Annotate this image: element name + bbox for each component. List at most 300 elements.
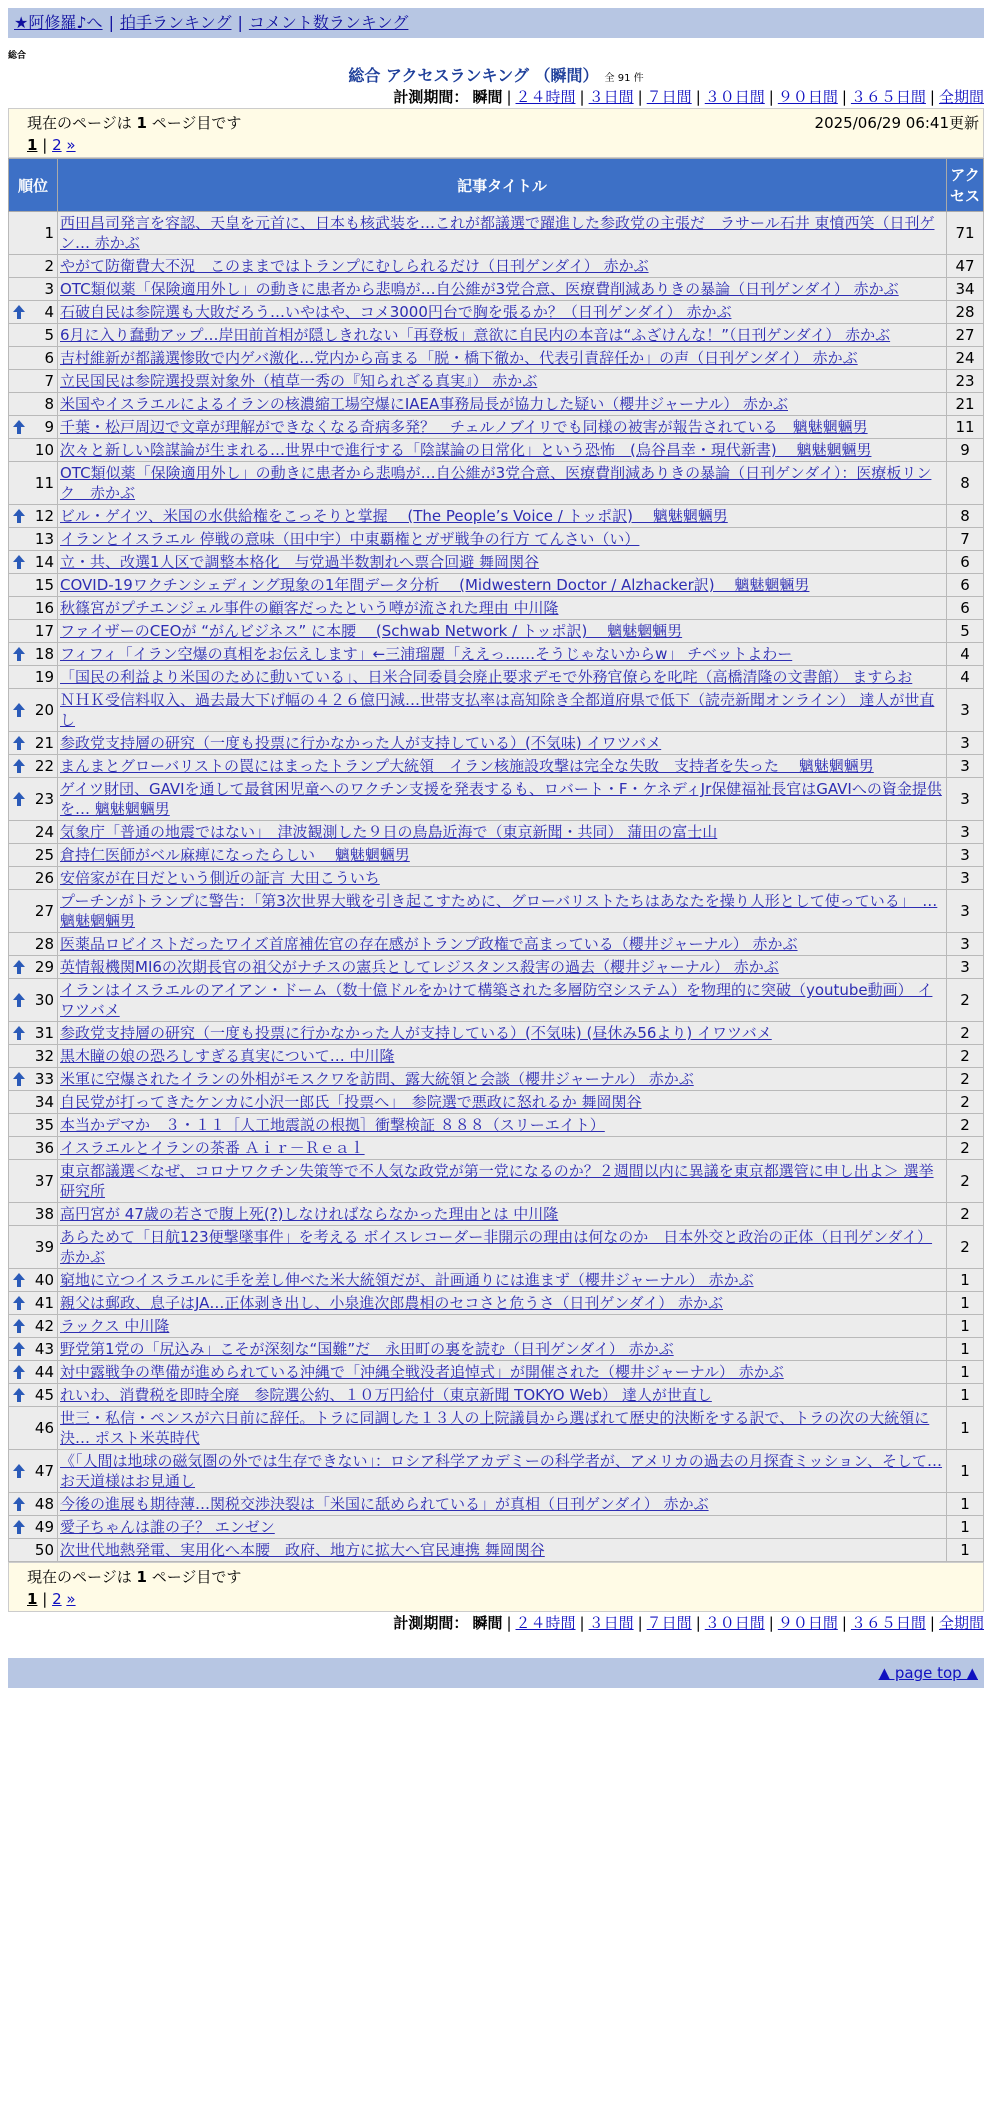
- rank-cell: [9, 1450, 58, 1493]
- table-row: [9, 755, 984, 778]
- title-cell: [58, 1203, 947, 1226]
- comment-ranking-link[interactable]: コメント数ランキング: [248, 13, 409, 32]
- top-nav: [8, 8, 984, 38]
- article-link[interactable]: 吉村維新が都議選惨敗で内ゲバ激化…党内から高まる「脱・橋下徹か、代表引責辞任か」の声（日刊ゲンダイ） 赤かぶ: [60, 349, 858, 367]
- rank-cell: [9, 1361, 58, 1384]
- article-link[interactable]: 《「人間は地球の磁気圏の外では生存できない」：ロシア科学アカデミーの科学者が、アメリカの過去の月探査ミッション、そして… お天道様はお見通し: [60, 1452, 943, 1490]
- rank-number: 36: [34, 1139, 54, 1157]
- rank-cell: [9, 1384, 58, 1407]
- title-cell: [58, 347, 947, 370]
- title-cell: [58, 689, 947, 732]
- period-365d[interactable]: ３６５日間: [850, 1614, 926, 1632]
- table-row: [9, 1137, 984, 1160]
- page-status-bottom: 現在のページは 1 ページ目です: [27, 1568, 242, 1586]
- rank-number: 16: [34, 599, 54, 617]
- rank-up-arrow-icon: [12, 1071, 26, 1087]
- ranking-table: [8, 158, 984, 1562]
- title-cell: [58, 1226, 947, 1269]
- period-current: 瞬間: [472, 88, 503, 106]
- access-count: 3: [947, 956, 984, 979]
- table-row: [9, 1450, 984, 1493]
- access-count: 4: [947, 666, 984, 689]
- access-count: 3: [947, 732, 984, 755]
- rank-up-arrow-icon: [12, 791, 26, 807]
- table-row: [9, 1384, 984, 1407]
- rank-cell: [9, 956, 58, 979]
- article-link[interactable]: 本当かデマか ３・１１［人工地震説の根拠］衝撃検証 ８８８（スリーエイト）: [60, 1116, 605, 1134]
- rank-cell: [9, 732, 58, 755]
- rank-up-arrow-icon: [12, 419, 26, 435]
- table-row: [9, 324, 984, 347]
- table-header: [9, 159, 984, 212]
- rank-cell: [9, 1091, 58, 1114]
- access-count: 2: [947, 1091, 984, 1114]
- access-count: 7: [947, 528, 984, 551]
- title-cell: [58, 1045, 947, 1068]
- article-link[interactable]: やがて防衛費大不況 このままではトランプにむしられるだけ（日刊ゲンダイ） 赤かぶ: [60, 257, 649, 275]
- rank-cell: [9, 1160, 58, 1203]
- table-row: [9, 393, 984, 416]
- access-count: 1: [947, 1516, 984, 1539]
- article-link[interactable]: OTC類似薬「保険適用外し」の動きに患者から悲鳴が…自公維が3党合意、医療費削減ありきの暴論（日刊ゲンダイ）：医療板リンク 赤かぶ: [60, 464, 932, 502]
- next-page-link[interactable]: »: [66, 136, 76, 154]
- table-row: [9, 528, 984, 551]
- table-row: [9, 416, 984, 439]
- rank-number: 32: [34, 1047, 54, 1065]
- rank-cell: [9, 620, 58, 643]
- article-link[interactable]: 愛子ちゃんは誰の子？ エンゼン: [60, 1518, 275, 1536]
- article-link[interactable]: 自民党が打ってきたケンカに小沢一郎氏「投票へ」 参院選で悪政に怒れるか 舞岡関谷: [60, 1093, 642, 1111]
- title-cell: [58, 1269, 947, 1292]
- article-link[interactable]: 野党第1党の「尻込み」こそが深刻な“国難”だ 永田町の裏を読む（日刊ゲンダイ） 赤かぶ: [60, 1340, 674, 1358]
- table-row: [9, 1361, 984, 1384]
- rank-cell: [9, 393, 58, 416]
- article-link[interactable]: ゲイツ財団、GAVIを通して最貧困児童へのワクチン支援を発表するも、ロバート・F・ケネディJr保健福祉長官はGAVIへの資金提供を… 魑魅魍魎男: [60, 780, 942, 818]
- access-count: 2: [947, 1137, 984, 1160]
- rank-cell: [9, 1292, 58, 1315]
- period-7d[interactable]: ７日間: [646, 1614, 692, 1632]
- rank-cell: [9, 933, 58, 956]
- nav-separator: |: [237, 13, 243, 32]
- access-count: 3: [947, 689, 984, 732]
- access-count: 27: [947, 324, 984, 347]
- table-row: [9, 1539, 984, 1562]
- access-count: 6: [947, 574, 984, 597]
- table-row: [9, 1022, 984, 1045]
- rank-cell: [9, 278, 58, 301]
- rank-up-arrow-icon: [12, 1496, 26, 1512]
- rank-up-arrow-icon: [12, 702, 26, 718]
- table-row: [9, 505, 984, 528]
- access-count: 3: [947, 821, 984, 844]
- rank-cell: [9, 1114, 58, 1137]
- page-2-link[interactable]: 2: [52, 136, 62, 154]
- rank-cell: [9, 844, 58, 867]
- access-count: 2: [947, 1160, 984, 1203]
- rank-up-arrow-icon: [12, 1025, 26, 1041]
- title-cell: [58, 666, 947, 689]
- rank-cell: [9, 1022, 58, 1045]
- article-link[interactable]: 米軍に空爆されたイランの外相がモスクワを訪問、露大統領と会談（櫻井ジャーナル） 赤かぶ: [60, 1070, 694, 1088]
- title-cell: [58, 1292, 947, 1315]
- table-row: [9, 278, 984, 301]
- article-link[interactable]: 西田昌司発言を容認、天皇を元首に、日本も核武装を…これが都議選で躍進した参政党の主張だ ラサール石井 東憤西笑（日刊ゲン… 赤かぶ: [60, 214, 935, 252]
- col-title-header: 記事タイトル: [58, 159, 947, 212]
- rank-cell: [9, 1045, 58, 1068]
- rank-cell: [9, 1516, 58, 1539]
- rank-cell: [9, 597, 58, 620]
- period-24h[interactable]: ２４時間: [515, 88, 576, 106]
- rank-number: 41: [34, 1294, 54, 1312]
- rank-number: 44: [34, 1363, 54, 1381]
- period-all[interactable]: 全期間: [938, 1614, 984, 1632]
- rank-up-arrow-icon: [12, 1463, 26, 1479]
- table-row: [9, 212, 984, 255]
- article-link[interactable]: 参政党支持層の研究（一度も投票に行かなかった人が支持している）(不気味) イワツバメ: [60, 734, 662, 752]
- rank-number: 50: [34, 1541, 54, 1559]
- rank-number: 6: [44, 349, 54, 367]
- rank-number: 47: [34, 1462, 54, 1480]
- rank-number: 8: [44, 395, 54, 413]
- rank-number: 9: [44, 418, 54, 436]
- access-count: 1: [947, 1292, 984, 1315]
- article-link[interactable]: まんまとグローバリストの罠にはまったトランプ大統領 イラン核施設攻撃は完全な失敗 支持者を失った 魑魅魍魎男: [60, 757, 874, 775]
- rank-cell: [9, 1226, 58, 1269]
- title-cell: [58, 956, 947, 979]
- rank-cell: [9, 1137, 58, 1160]
- rank-cell: [9, 551, 58, 574]
- ranking-heading: [8, 66, 984, 86]
- pagination-bottom: 1 | 2 »: [27, 1590, 76, 1608]
- rank-number: 40: [34, 1271, 54, 1289]
- article-link[interactable]: 黒木瞳の娘の恐ろしすぎる真実について… 中川隆: [60, 1047, 395, 1065]
- title-cell: [58, 1539, 947, 1562]
- period-3d[interactable]: ３日間: [588, 88, 634, 106]
- table-row: [9, 1315, 984, 1338]
- article-link[interactable]: 次世代地熱発電、実用化へ本腰 政府、地方に拡大へ官民連携 舞岡関谷: [60, 1541, 545, 1559]
- title-cell: [58, 255, 947, 278]
- title-cell: [58, 867, 947, 890]
- table-row: [9, 1516, 984, 1539]
- table-row: [9, 301, 984, 324]
- article-link[interactable]: 6月に入り蠢動アップ…岸田前首相が隠しきれない「再登板」意欲に自民内の本音は“ふざけんな！”（日刊ゲンダイ） 赤かぶ: [60, 326, 891, 344]
- rank-up-arrow-icon: [12, 554, 26, 570]
- table-row: [9, 370, 984, 393]
- next-page-link[interactable]: »: [66, 1590, 76, 1608]
- article-link[interactable]: 東京都議選＜なぜ、コロナワクチン失策等で不人気な政党が第一党になるのか？２週間以内に異議を東京都選管に申し出よ＞ 選挙研究所: [60, 1162, 934, 1200]
- table-row: [9, 821, 984, 844]
- period-90d[interactable]: ９０日間: [777, 88, 838, 106]
- title-cell: [58, 528, 947, 551]
- rank-cell: [9, 574, 58, 597]
- title-cell: [58, 933, 947, 956]
- title-cell: [58, 1516, 947, 1539]
- rank-up-arrow-icon: [12, 1364, 26, 1380]
- title-cell: [58, 1450, 947, 1493]
- table-row: [9, 620, 984, 643]
- rank-cell: [9, 1493, 58, 1516]
- title-cell: [58, 574, 947, 597]
- rank-cell: [9, 462, 58, 505]
- period-7d[interactable]: ７日間: [646, 88, 692, 106]
- title-cell: [58, 890, 947, 933]
- updated-time: 2025/06/29 06:41更新: [814, 114, 979, 132]
- article-link[interactable]: プーチンがトランプに警告：「第3次世界大戦を引き起こすために、グローバリストたちはあなたを操り人形として使っている」 … 魑魅魍魎男: [60, 892, 938, 930]
- table-row: [9, 956, 984, 979]
- title-cell: [58, 844, 947, 867]
- table-row: [9, 1091, 984, 1114]
- page: [8, 0, 984, 1688]
- title-cell: [58, 301, 947, 324]
- access-count: 2: [947, 1022, 984, 1045]
- article-link[interactable]: 英情報機関MI6の次期長官の祖父がナチスの憲兵としてレジスタンス殺害の過去（櫻井ジャーナル） 赤かぶ: [60, 958, 779, 976]
- rank-up-arrow-icon: [12, 304, 26, 320]
- title-cell: [58, 1338, 947, 1361]
- article-link[interactable]: ラックス 中川隆: [60, 1317, 170, 1335]
- access-count: 2: [947, 1114, 984, 1137]
- access-count: 34: [947, 278, 984, 301]
- table-row: [9, 1269, 984, 1292]
- article-link[interactable]: フィフィ「イラン空爆の真相をお伝えします」←三浦瑠麗「ええっ……そうじゃないからw」 チベットよわー: [60, 645, 793, 663]
- rank-number: 18: [34, 645, 54, 663]
- table-row: [9, 1045, 984, 1068]
- rank-number: 1: [44, 224, 54, 242]
- table-row: [9, 574, 984, 597]
- access-count: 1: [947, 1539, 984, 1562]
- page-1-current: 1: [27, 1590, 38, 1608]
- table-row: [9, 666, 984, 689]
- access-count: 2: [947, 1203, 984, 1226]
- title-cell: [58, 1068, 947, 1091]
- title-cell: [58, 732, 947, 755]
- access-count: 2: [947, 1068, 984, 1091]
- access-count: 47: [947, 255, 984, 278]
- rank-number: 13: [34, 530, 54, 548]
- page-title: 総合 アクセスランキング （瞬間）: [348, 66, 599, 85]
- article-link[interactable]: 医薬品ロビイストだったワイズ首席補佐官の存在感がトランプ政権で高まっている（櫻井ジャーナル） 赤かぶ: [60, 935, 798, 953]
- period-90d[interactable]: ９０日間: [777, 1614, 838, 1632]
- article-link[interactable]: 親父は郵政、息子はJA…正体剥き出し、小泉進次郎農相のセコさと危うさ（日刊ゲンダイ） 赤かぶ: [60, 1294, 723, 1312]
- table-row: [9, 844, 984, 867]
- access-count: 28: [947, 301, 984, 324]
- page-top-link[interactable]: ▲ page top ▲: [878, 1664, 978, 1682]
- category-label: 総合: [8, 51, 27, 61]
- total-count: 全 91 件: [604, 73, 644, 84]
- article-link[interactable]: 対中露戦争の準備が進められている沖縄で「沖縄全戦没者追悼式」が開催された（櫻井ジャーナル） 赤かぶ: [60, 1363, 784, 1381]
- article-link[interactable]: 今後の進展も期待薄…関税交渉決裂は「米国に舐められている」が真相（日刊ゲンダイ） 赤かぶ: [60, 1495, 709, 1513]
- period-24h[interactable]: ２４時間: [515, 1614, 576, 1632]
- table-row: [9, 732, 984, 755]
- rank-cell: [9, 867, 58, 890]
- article-link[interactable]: 窮地に立つイスラエルに手を差し伸べた米大統領だが、計画通りには進まず（櫻井ジャーナル） 赤かぶ: [60, 1271, 754, 1289]
- title-cell: [58, 620, 947, 643]
- rank-cell: [9, 821, 58, 844]
- title-cell: [58, 278, 947, 301]
- rank-cell: [9, 1068, 58, 1091]
- table-row: [9, 1226, 984, 1269]
- table-row: [9, 867, 984, 890]
- table-row: [9, 1493, 984, 1516]
- access-count: 8: [947, 462, 984, 505]
- table-row: [9, 255, 984, 278]
- article-link[interactable]: 世三・私信・ペンスが六日前に辞任。トラに同調した１３人の上院議員から選ばれて歴史的決断をする訳で、トラの次の大統領に決… ポスト米英時代: [60, 1409, 930, 1447]
- rank-number: 31: [34, 1024, 54, 1042]
- rank-cell: [9, 1315, 58, 1338]
- rank-cell: [9, 439, 58, 462]
- access-count: 2: [947, 979, 984, 1022]
- article-link[interactable]: イランはイスラエルのアイアン・ドーム（数十億ドルをかけて構築された多層防空システム）を物理的に突破（youtube動画） イワツバメ: [60, 981, 933, 1019]
- ranking-rows: [9, 212, 984, 1562]
- rank-number: 28: [34, 935, 54, 953]
- article-link[interactable]: 気象庁「普通の地震ではない」 津波観測した９日の鳥島近海で（東京新聞・共同） 蒲田の富士山: [60, 823, 718, 841]
- access-count: 5: [947, 620, 984, 643]
- period-selector-bottom: 計測期間： 瞬間 | ２４時間 | ３日間 | ７日間 | ３０日間 | ９０日間 | ３６５日間 | 全期間: [393, 1614, 984, 1632]
- access-count: 4: [947, 643, 984, 666]
- rank-number: 20: [34, 701, 54, 719]
- title-cell: [58, 1160, 947, 1203]
- rank-number: 23: [34, 790, 54, 808]
- rank-up-arrow-icon: [12, 1318, 26, 1334]
- title-cell: [58, 643, 947, 666]
- rank-number: 21: [34, 734, 54, 752]
- rank-cell: [9, 1407, 58, 1450]
- article-link[interactable]: 高円宮が 47歳の若さで腹上死(?)しなければならなかった理由とは 中川隆: [60, 1205, 559, 1223]
- article-link[interactable]: OTC類似薬「保険適用外し」の動きに患者から悲鳴が…自公維が3党合意、医療費削減ありきの暴論（日刊ゲンダイ） 赤かぶ: [60, 280, 899, 298]
- access-count: 3: [947, 890, 984, 933]
- rank-cell: [9, 778, 58, 821]
- rank-cell: [9, 643, 58, 666]
- article-link[interactable]: 秋篠宮がプチエンジェル事件の顧客だったという噂が流された理由 中川隆: [60, 599, 559, 617]
- period-all[interactable]: 全期間: [938, 88, 984, 106]
- title-cell: [58, 778, 947, 821]
- article-link[interactable]: あらためて「日航123便撃墜事件」を考える ボイスレコーダー非開示の理由は何なのか 日本外交と政治の正体（日刊ゲンダイ） 赤かぶ: [60, 1228, 933, 1266]
- access-count: 1: [947, 1493, 984, 1516]
- article-link[interactable]: ビル・ゲイツ、米国の水供給権をこっそりと掌握 (The People’s Voice / トッポ訳) 魑魅魍魎男: [60, 507, 728, 525]
- table-row: [9, 597, 984, 620]
- article-link[interactable]: 「国民の利益より米国のために動いている」、日米合同委員会廃止要求デモで外務官僚らを叱咤（高橋清隆の文書館） ますらお: [60, 668, 913, 686]
- access-count: 3: [947, 933, 984, 956]
- rank-number: 38: [34, 1205, 54, 1223]
- article-link[interactable]: 安倍家が在日だという側近の証言 大田こういち: [60, 869, 380, 887]
- rank-number: 46: [34, 1419, 54, 1437]
- rank-cell: [9, 1539, 58, 1562]
- table-row: [9, 689, 984, 732]
- rank-cell: [9, 1338, 58, 1361]
- table-row: [9, 1160, 984, 1203]
- rank-number: 19: [34, 668, 54, 686]
- rank-number: 15: [34, 576, 54, 594]
- article-link[interactable]: れいわ、消費税を即時全廃 参院選公約、１０万円給付（東京新聞 TOKYO Web） 達人が世直し: [60, 1386, 712, 1404]
- article-link[interactable]: COVID-19ワクチンシェディング現象の1年間データ分析 (Midwestern Doctor / Alzhacker訳) 魑魅魍魎男: [60, 576, 810, 594]
- rank-number: 4: [44, 303, 54, 321]
- rank-number: 30: [34, 991, 54, 1009]
- period-30d[interactable]: ３０日間: [704, 88, 765, 106]
- title-cell: [58, 1137, 947, 1160]
- rank-cell: [9, 347, 58, 370]
- article-link[interactable]: 千葉・松戸周辺で文章が理解ができなくなる奇病多発？ チェルノブイリでも同様の被害が報告されている 魑魅魍魎男: [60, 418, 868, 436]
- pager-bottom: [8, 1562, 984, 1612]
- rank-number: 25: [34, 846, 54, 864]
- title-cell: [58, 324, 947, 347]
- article-link[interactable]: 立・共、改選1人区で調整本格化 与党過半数割れへ票合回避 舞岡関谷: [60, 553, 540, 571]
- access-count: 6: [947, 551, 984, 574]
- access-count: 3: [947, 755, 984, 778]
- home-link[interactable]: ★阿修羅♪へ: [14, 13, 103, 32]
- page-status: 現在のページは 1 ページ目です: [27, 114, 242, 132]
- rank-up-arrow-icon: [12, 1272, 26, 1288]
- rank-number: 17: [34, 622, 54, 640]
- rank-cell: [9, 324, 58, 347]
- article-link[interactable]: イランとイスラエル 停戦の意味（田中宇）中東覇権とガザ戦争の行方 てんさい（い）: [60, 530, 640, 548]
- period-30d[interactable]: ３０日間: [704, 1614, 765, 1632]
- table-row: [9, 778, 984, 821]
- col-rank-header: 順位: [9, 159, 58, 212]
- rank-cell: [9, 301, 58, 324]
- table-row: [9, 643, 984, 666]
- table-row: [9, 979, 984, 1022]
- rank-up-arrow-icon: [12, 508, 26, 524]
- rank-number: 3: [44, 280, 54, 298]
- rank-up-arrow-icon: [12, 959, 26, 975]
- page-2-link[interactable]: 2: [52, 1590, 62, 1608]
- access-count: 1: [947, 1450, 984, 1493]
- applause-ranking-link[interactable]: 拍手ランキング: [119, 13, 232, 32]
- rank-number: 33: [34, 1070, 54, 1088]
- rank-cell: [9, 505, 58, 528]
- period-3d[interactable]: ３日間: [588, 1614, 634, 1632]
- rank-up-arrow-icon: [12, 1341, 26, 1357]
- title-cell: [58, 821, 947, 844]
- article-link[interactable]: 立民国民は参院選投票対象外（植草一秀の『知られざる真実』） 赤かぶ: [60, 372, 538, 390]
- page-1-current: 1: [27, 136, 38, 154]
- article-link[interactable]: イスラエルとイランの茶番 Ａｉｒ－Ｒｅａｌ: [60, 1139, 365, 1157]
- article-link[interactable]: ファイザーのCEOが “がんビジネス” に本腰 (Schwab Network / トッポ訳) 魑魅魍魎男: [60, 622, 683, 640]
- rank-up-arrow-icon: [12, 1519, 26, 1535]
- period-selector-top: 計測期間： 瞬間 | ２４時間 | ３日間 | ７日間 | ３０日間 | ９０日間 | ３６５日間 | 全期間: [393, 88, 984, 106]
- rank-cell: [9, 212, 58, 255]
- article-link[interactable]: 参政党支持層の研究（一度も投票に行かなかった人が支持している）(不気味) (昼休み56より) イワツバメ: [60, 1024, 772, 1042]
- title-cell: [58, 505, 947, 528]
- rank-cell: [9, 1203, 58, 1226]
- period-365d[interactable]: ３６５日間: [850, 88, 926, 106]
- table-row: [9, 933, 984, 956]
- access-count: 2: [947, 1226, 984, 1269]
- rank-number: 29: [34, 958, 54, 976]
- article-link[interactable]: 倉持仁医師がベル麻痺になったらしい 魑魅魍魎男: [60, 846, 410, 864]
- access-count: 3: [947, 867, 984, 890]
- rank-number: 7: [44, 372, 54, 390]
- article-link[interactable]: ＮＨＫ受信料収入、過去最大下げ幅の４２６億円減…世帯支払率は高知除き全都道府県で低下（読売新聞オンライン） 達人が世直し: [60, 691, 935, 729]
- rank-number: 37: [34, 1172, 54, 1190]
- rank-number: 12: [34, 507, 54, 525]
- rank-number: 39: [34, 1238, 54, 1256]
- rank-cell: [9, 370, 58, 393]
- rank-number: 27: [34, 902, 54, 920]
- article-link[interactable]: 米国やイスラエルによるイランの核濃縮工場空爆にIAEA事務局長が協力した疑い（櫻井ジャーナル） 赤かぶ: [60, 395, 788, 413]
- rank-number: 34: [34, 1093, 54, 1111]
- access-count: 1: [947, 1361, 984, 1384]
- access-count: 21: [947, 393, 984, 416]
- access-count: 3: [947, 844, 984, 867]
- access-count: 24: [947, 347, 984, 370]
- table-row: [9, 1292, 984, 1315]
- col-access-header: アクセス: [947, 159, 984, 212]
- rank-up-arrow-icon: [12, 1387, 26, 1403]
- nav-separator: |: [108, 13, 114, 32]
- article-link[interactable]: 次々と新しい陰謀論が生まれる…世界中で進行する「陰謀論の日常化」という恐怖 (烏谷昌幸・現代新書) 魑魅魍魎男: [60, 441, 872, 459]
- rank-number: 14: [34, 553, 54, 571]
- article-link[interactable]: 石破自民は参院選も大敗だろう…いやはや、コメ3000円台で胸を張るか？（日刊ゲンダイ） 赤かぶ: [60, 303, 732, 321]
